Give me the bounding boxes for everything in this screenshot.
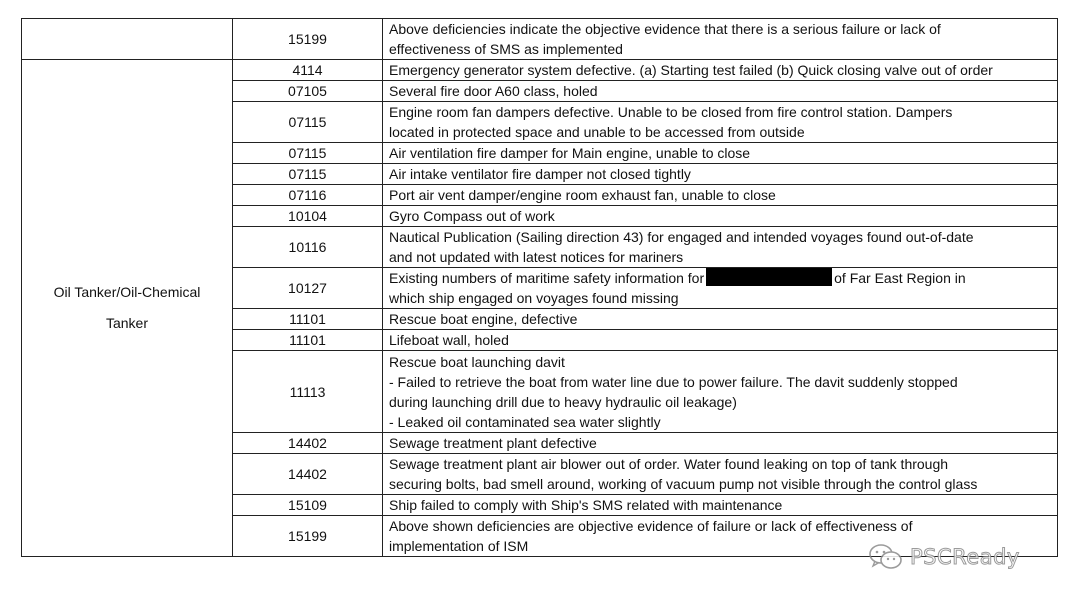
description-line: Above shown deficiencies are objective evidence of failure or lack of effectiveness of xyxy=(389,518,913,534)
description-line: Lifeboat wall, holed xyxy=(389,332,509,348)
deficiency-description xyxy=(383,19,1058,60)
ship-type-line: Oil Tanker/Oil-Chemical xyxy=(53,284,201,300)
description-line: Several fire door A60 class, holed xyxy=(389,83,598,99)
description-line: Emergency generator system defective. (a) Starting test failed (b) Quick closing valve out of order xyxy=(389,62,993,78)
deficiency-code: 15109 xyxy=(233,495,383,516)
redaction-block xyxy=(706,268,832,286)
deficiency-description xyxy=(383,102,1058,143)
deficiency-code: 07115 xyxy=(233,143,383,164)
description-text: Existing numbers of maritime safety information for xyxy=(389,270,705,286)
description-line: - Leaked oil contaminated sea water slightly xyxy=(389,413,661,430)
description-line: effectiveness of SMS as implemented xyxy=(389,41,623,57)
deficiency-code: 15199 xyxy=(233,19,383,60)
table-row xyxy=(22,60,1058,81)
description-line: Rescue boat engine, defective xyxy=(389,311,578,327)
description-line: Sewage treatment plant air blower out of order. Water found leaking on top of tank through xyxy=(389,456,949,472)
deficiency-code: 15199 xyxy=(233,516,383,557)
description-line: located in protected space and unable to be accessed from outside xyxy=(389,124,805,140)
description-text: of Far East Region in xyxy=(834,270,966,286)
description-line: Rescue boat launching davit xyxy=(389,353,565,370)
deficiency-description xyxy=(383,433,1058,454)
description-line: during launching drill due to heavy hydraulic oil leakage) xyxy=(389,393,737,410)
deficiency-table xyxy=(21,18,1058,557)
deficiency-description xyxy=(383,185,1058,206)
description-line: and not updated with latest notices for mariners xyxy=(389,249,684,265)
deficiency-description xyxy=(383,351,1058,433)
description-line: Above deficiencies indicate the objective evidence that there is a serious failure or lack of xyxy=(389,21,941,37)
description-line xyxy=(389,268,1051,288)
deficiency-description xyxy=(383,330,1058,351)
description-line: Air intake ventilator fire damper not closed tightly xyxy=(389,166,691,182)
deficiency-code: 11101 xyxy=(233,330,383,351)
deficiency-code: 14402 xyxy=(233,433,383,454)
deficiency-code: 11101 xyxy=(233,309,383,330)
deficiency-description xyxy=(383,206,1058,227)
deficiency-description xyxy=(383,164,1058,185)
ship-type-cell xyxy=(22,60,233,557)
deficiency-description xyxy=(383,60,1058,81)
deficiency-code: 07105 xyxy=(233,81,383,102)
description-line: Nautical Publication (Sailing direction 43) for engaged and intended voyages found out-of-date xyxy=(389,229,974,245)
deficiency-code: 07115 xyxy=(233,164,383,185)
description-line: securing bolts, bad smell around, working of vacuum pump not visible through the control glass xyxy=(389,476,978,492)
description-line: Sewage treatment plant defective xyxy=(389,435,597,451)
deficiency-description xyxy=(383,143,1058,164)
deficiency-code: 10127 xyxy=(233,268,383,309)
description-line: which ship engaged on voyages found missing xyxy=(389,290,679,306)
deficiency-code: 10104 xyxy=(233,206,383,227)
wechat-icon xyxy=(868,542,904,572)
ship-type-label xyxy=(54,277,201,339)
deficiency-code: 11113 xyxy=(233,351,383,433)
deficiency-description xyxy=(383,227,1058,268)
deficiency-description xyxy=(383,268,1058,309)
deficiency-description xyxy=(383,495,1058,516)
description-line: Engine room fan dampers defective. Unable to be closed from fire control station. Dampers xyxy=(389,104,953,120)
description-line: Air ventilation fire damper for Main engine, unable to close xyxy=(389,145,751,161)
ship-type-line: Tanker xyxy=(105,315,149,331)
description-line: Gyro Compass out of work xyxy=(389,208,555,224)
deficiency-code: 14402 xyxy=(233,454,383,495)
deficiency-code: 07116 xyxy=(233,185,383,206)
deficiency-code: 4114 xyxy=(233,60,383,81)
table-row xyxy=(22,19,1058,60)
deficiency-description xyxy=(383,81,1058,102)
description-line: Port air vent damper/engine room exhaust fan, unable to close xyxy=(389,187,776,203)
ship-type-cell-empty xyxy=(22,19,233,60)
watermark xyxy=(868,540,1020,574)
description-line: implementation of ISM xyxy=(389,538,529,554)
description-line: Ship failed to comply with Ship's SMS related with maintenance xyxy=(389,497,783,513)
deficiency-code: 07115 xyxy=(233,102,383,143)
deficiency-code: 10116 xyxy=(233,227,383,268)
watermark-text: PSCReady xyxy=(910,545,1020,569)
description-line: - Failed to retrieve the boat from water line due to power failure. The davit suddenly stopped xyxy=(389,373,958,390)
deficiency-description xyxy=(383,454,1058,495)
deficiency-description xyxy=(383,309,1058,330)
